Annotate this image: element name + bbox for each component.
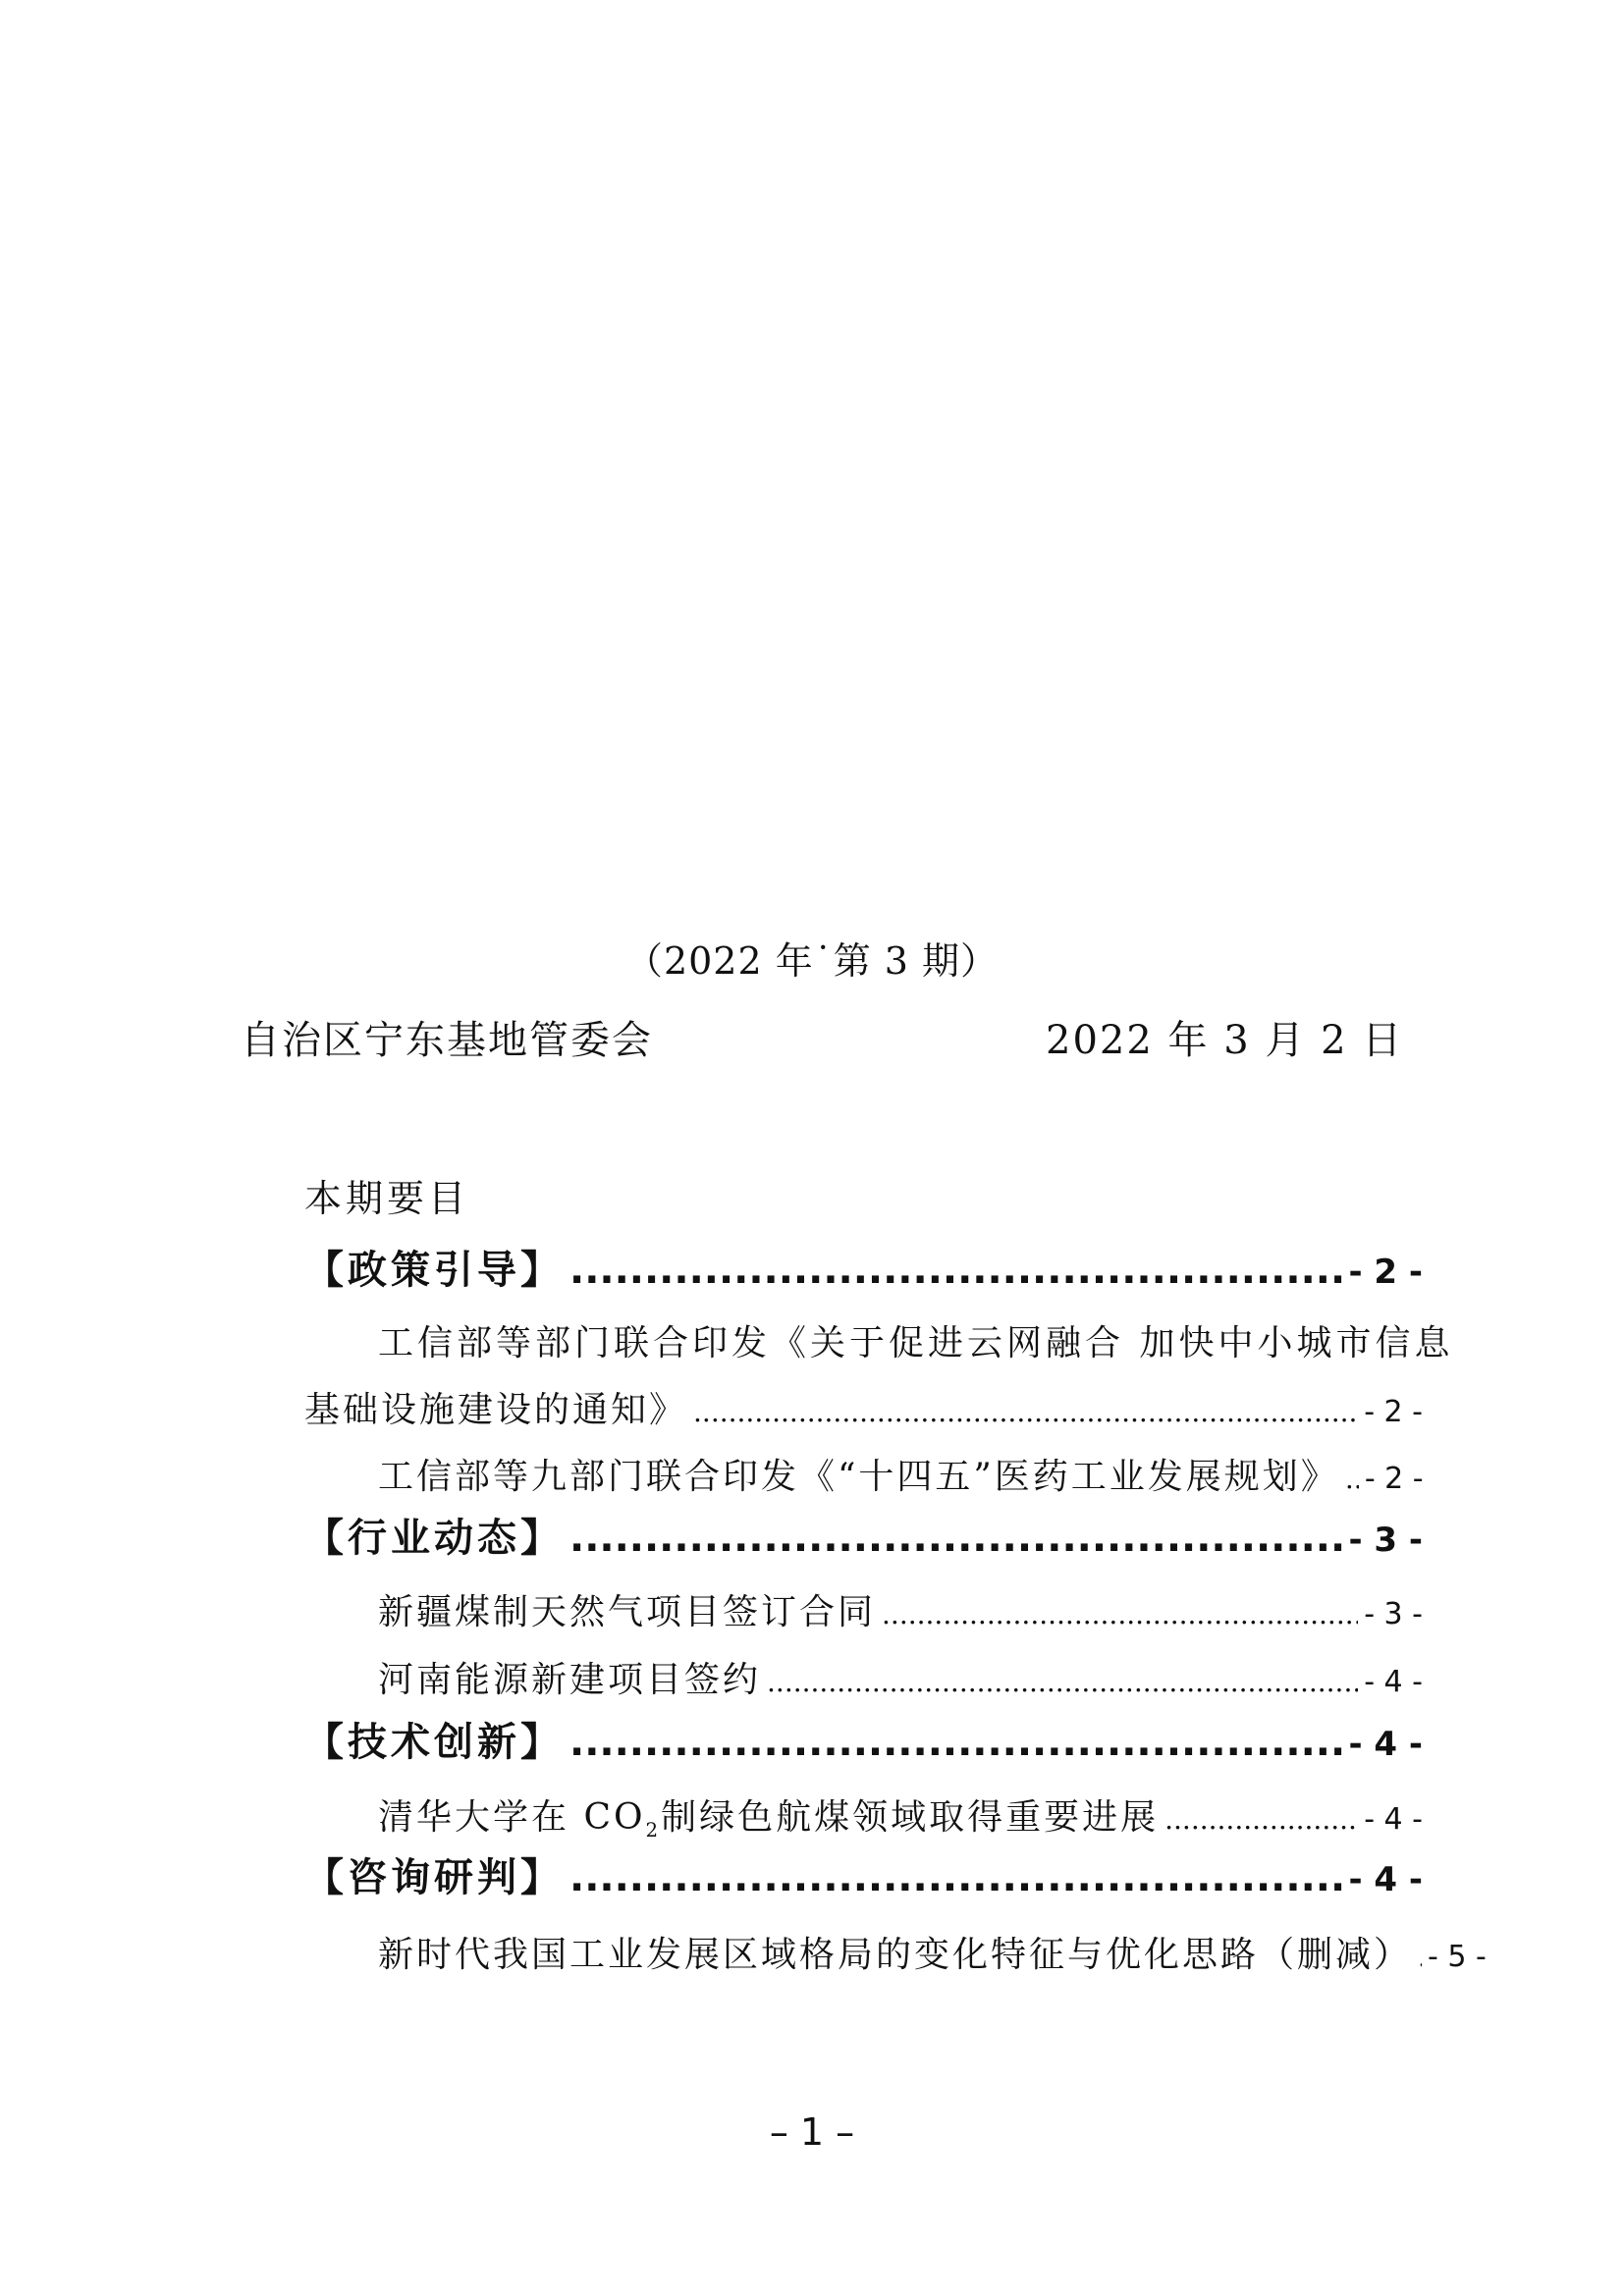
toc-leader-dots (569, 1516, 1342, 1563)
toc-page-ref: - 5 - (1428, 1940, 1487, 1974)
toc-page-ref: - 2 - (1364, 1462, 1424, 1496)
toc-leader-dots (1345, 1463, 1359, 1496)
toc-leader-dots (693, 1396, 1358, 1429)
toc-page-ref: - 3 - (1348, 1521, 1423, 1560)
toc-leader-dots (569, 1248, 1342, 1295)
toc-item-line[interactable]: 工信部等部门联合印发《关于促进云网融合 加快中小城市信息 (378, 1323, 1454, 1363)
toc-section-label: 【技术创新】 (304, 1720, 564, 1765)
issue-number: （2022 年˙第 3 期） (624, 939, 1000, 983)
toc-item-label: 清华大学在 $CO_2$制绿色航煤领域取得重要进展 (378, 1797, 1160, 1842)
toc-leader-dots (569, 1855, 1342, 1902)
toc-page-ref: - 3 - (1364, 1597, 1423, 1631)
toc-item[interactable] (378, 1789, 1423, 1842)
toc-leader-dots (1164, 1803, 1358, 1837)
toc-item-label: 基础设施建设的通知》 (304, 1390, 688, 1430)
toc-section-technology[interactable] (304, 1711, 1423, 1767)
toc-section-label: 【行业动态】 (304, 1516, 564, 1561)
toc-page-ref: - 4 - (1364, 1802, 1423, 1837)
toc-item-label: 新疆煤制天然气项目签订合同 (378, 1592, 877, 1632)
toc-item-label: 工信部等九部门联合印发《“十四五”医药工业发展规划》 (378, 1457, 1339, 1497)
toc-section-label: 【咨询研判】 (304, 1855, 564, 1900)
toc-item[interactable] (378, 1449, 1423, 1499)
toc-page-ref: - 2 - (1364, 1395, 1423, 1429)
toc-section-industry[interactable] (304, 1507, 1423, 1563)
page-number: – 1 – (769, 2110, 855, 2154)
toc-section-consulting[interactable] (304, 1846, 1423, 1902)
toc-leader-dots (767, 1666, 1358, 1699)
issue-date: 2022 年 3 月 2 日 (1046, 1018, 1404, 1063)
toc-item[interactable] (378, 1927, 1487, 1977)
toc-title: 本期要目 (304, 1177, 470, 1220)
toc-page-ref: - 4 - (1364, 1665, 1423, 1699)
toc-item[interactable] (378, 1584, 1423, 1634)
toc-leader-dots (882, 1598, 1358, 1631)
toc-item[interactable] (304, 1382, 1423, 1432)
issuing-organization: 自治区宁东基地管委会 (241, 1018, 653, 1063)
toc-page-ref: - 4 - (1348, 1725, 1423, 1764)
toc-leader-dots (1418, 1941, 1422, 1974)
toc-page-ref: - 4 - (1348, 1860, 1423, 1899)
toc-page-ref: - 2 - (1348, 1253, 1423, 1292)
toc-item-label: 新时代我国工业发展区域格局的变化特征与优化思路（删减） (378, 1935, 1413, 1975)
toc-item[interactable] (378, 1652, 1423, 1702)
toc-leader-dots (569, 1720, 1342, 1767)
toc-item-label: 河南能源新建项目签约 (378, 1660, 762, 1700)
toc-section-policy[interactable] (304, 1239, 1423, 1295)
toc-section-label: 【政策引导】 (304, 1248, 564, 1293)
